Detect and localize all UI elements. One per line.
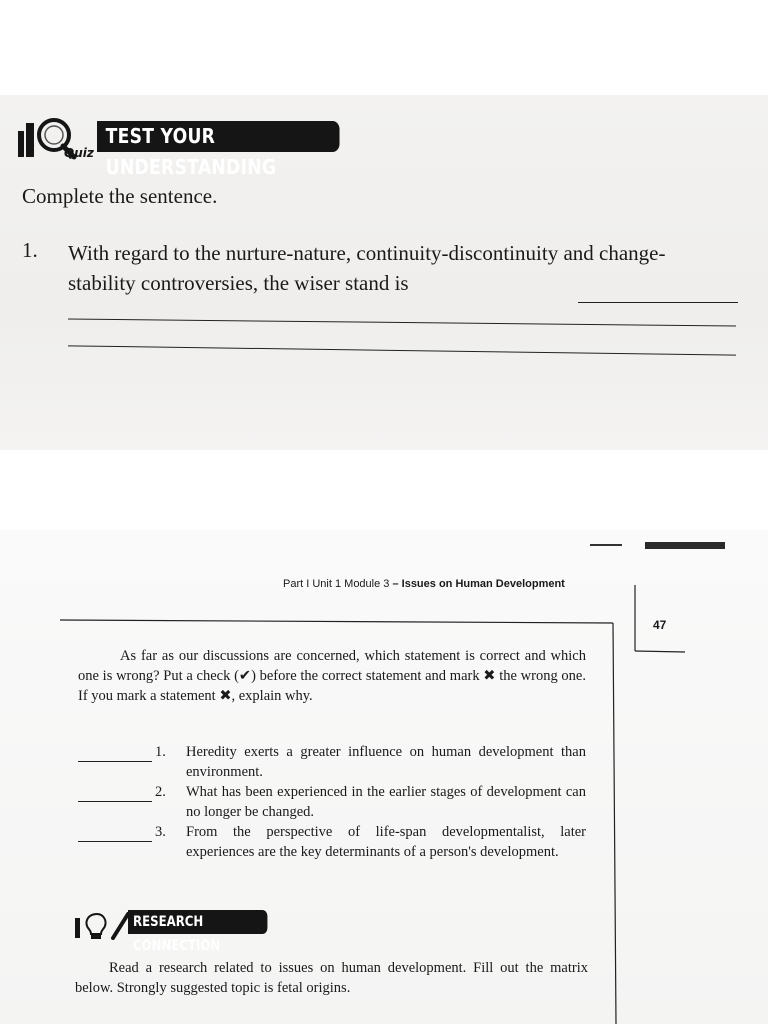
header-topic: – Issues on Human Development <box>392 578 565 590</box>
question-number: 1. <box>22 238 38 262</box>
page-corner-mark <box>590 541 725 551</box>
quiz-badge-label: Quiz <box>64 146 94 160</box>
statement-text: Heredity exerts a greater influence on human development than environment. <box>186 744 586 780</box>
statement-text: What has been experienced in the earlier stages of development can no longer be changed. <box>186 784 586 820</box>
statement-number: 1. <box>155 744 166 760</box>
statement-text: From the perspective of life-span developmentalist, later experiences are the key determinants of a person's development. <box>186 824 586 860</box>
statement-item <box>0 742 600 784</box>
statement-item <box>0 782 600 824</box>
statement-number: 3. <box>155 824 166 840</box>
research-connection-banner: RESEARCH CONNECTION <box>128 910 267 934</box>
answer-line[interactable] <box>578 302 738 303</box>
lightbulb-pencil-icon <box>73 910 131 940</box>
exercise-instructions: As far as our discussions are concerned, which statement is correct and which one is wrong? Put a check (✔) before the correct statement and mark ✖ the wrong one. If you mark a statement ✖, explain why. <box>78 648 586 704</box>
quiz-instruction: Complete the sentence. <box>22 184 218 208</box>
page-number: 47 <box>653 618 667 632</box>
test-your-understanding-banner: TEST YOUR UNDERSTANDING <box>97 121 340 152</box>
quiz-magnifier-icon <box>18 113 98 161</box>
question-text: With regard to the nurture-nature, continuity-discontinuity and change-stability controversies, the wiser stand is <box>68 241 666 295</box>
research-instructions: Read a research related to issues on human development. Fill out the matrix below. Strongly suggested topic is fetal origins. <box>75 960 588 996</box>
statement-number: 2. <box>155 784 166 800</box>
header-unit-module: Unit 1 Module 3 <box>312 578 390 590</box>
header-part: Part I <box>283 578 310 590</box>
statement-item <box>0 822 600 884</box>
